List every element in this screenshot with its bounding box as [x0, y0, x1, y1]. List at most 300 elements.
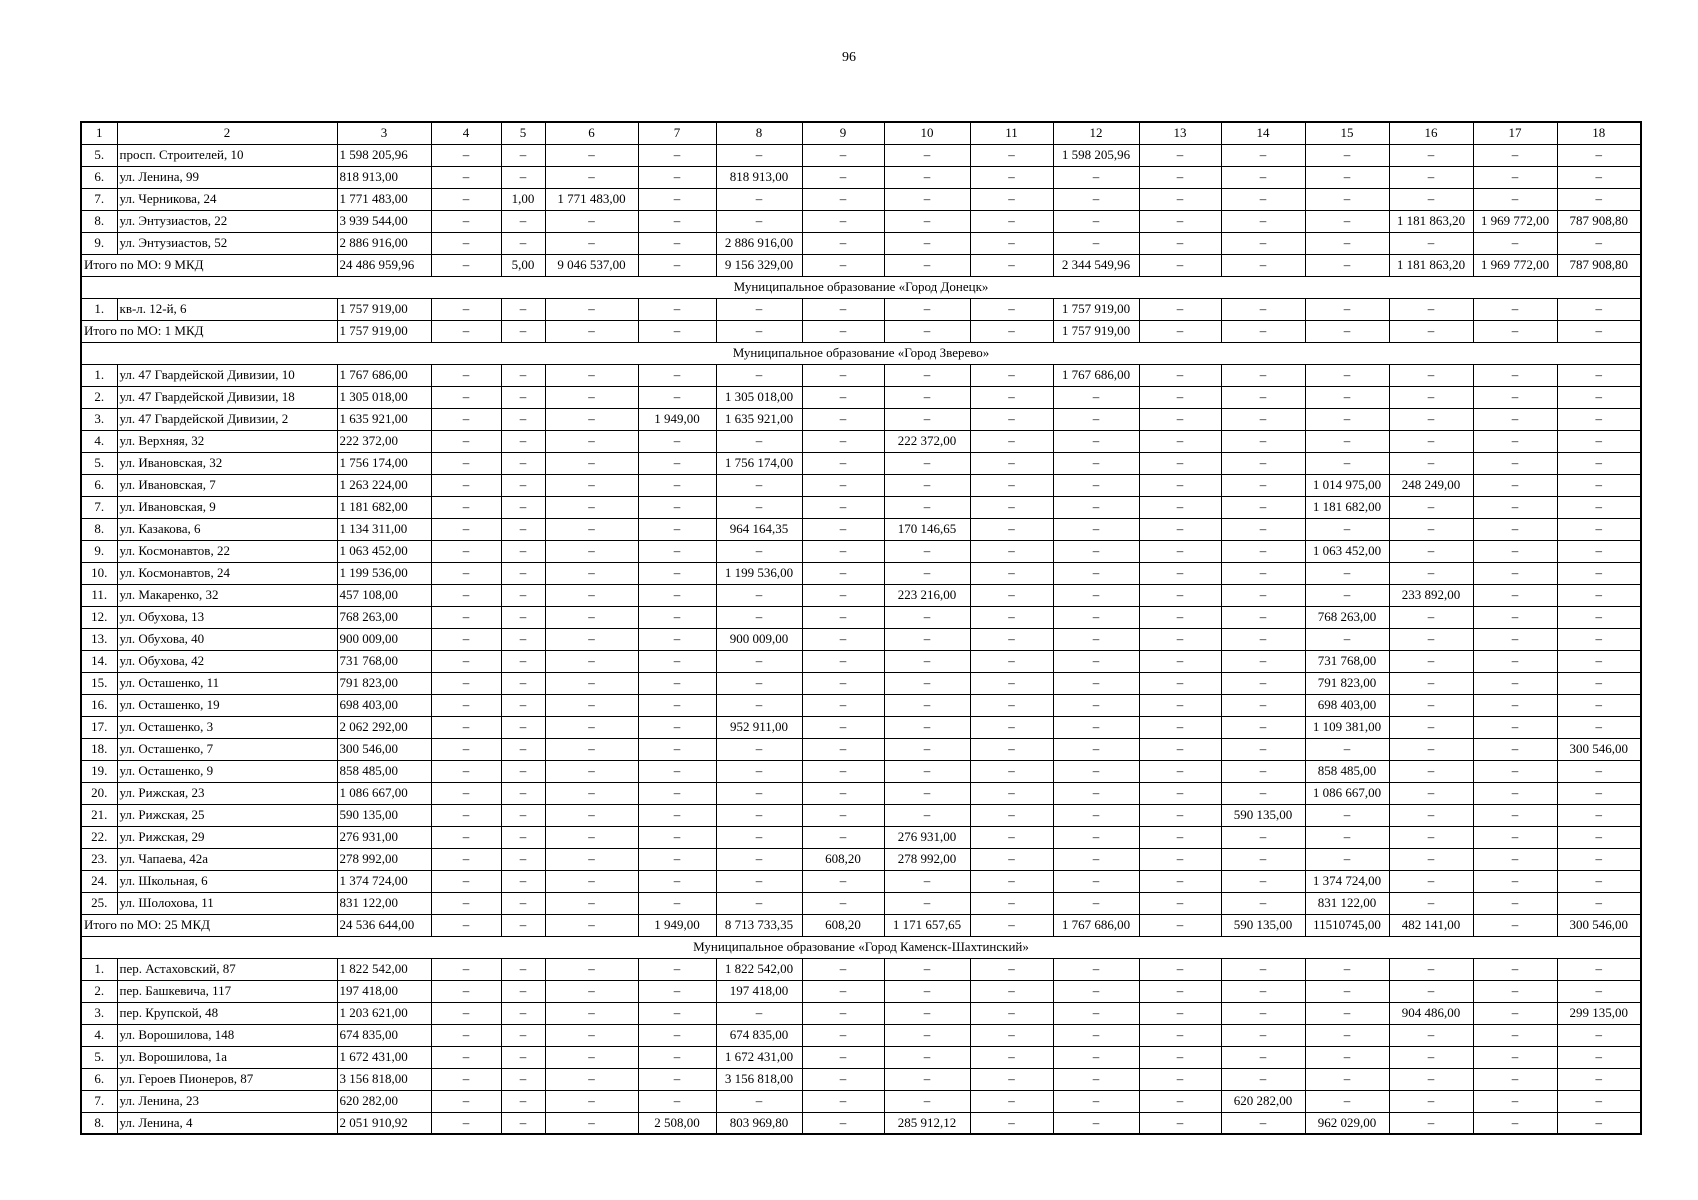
value-cell: – — [716, 1002, 802, 1024]
value-cell: – — [638, 166, 716, 188]
value-cell: – — [431, 782, 501, 804]
table-row — [81, 232, 1641, 254]
table-row — [81, 892, 1641, 914]
value-cell: 233 892,00 — [1389, 584, 1473, 606]
value-cell: – — [716, 650, 802, 672]
value-cell: – — [716, 474, 802, 496]
total-cell: – — [1557, 320, 1641, 342]
value-cell: – — [1139, 386, 1221, 408]
value-cell: – — [1139, 232, 1221, 254]
value-cell: 590 135,00 — [337, 804, 431, 826]
total-cell: 2 344 549,96 — [1053, 254, 1139, 276]
table-row — [81, 694, 1641, 716]
value-cell: – — [431, 1046, 501, 1068]
total-cell: 5,00 — [501, 254, 545, 276]
value-cell: – — [638, 650, 716, 672]
value-cell: – — [970, 716, 1053, 738]
value-cell: – — [1473, 760, 1557, 782]
value-cell: – — [1305, 232, 1389, 254]
total-cell: 24 536 644,00 — [337, 914, 431, 936]
value-cell: – — [716, 210, 802, 232]
row-number-cell: 21. — [81, 804, 117, 826]
total-row — [81, 254, 1641, 276]
value-cell: – — [1473, 606, 1557, 628]
table-row — [81, 210, 1641, 232]
value-cell: – — [1305, 1024, 1389, 1046]
value-cell: – — [638, 540, 716, 562]
value-cell: – — [501, 826, 545, 848]
value-cell: – — [716, 606, 802, 628]
value-cell: 1 181 682,00 — [1305, 496, 1389, 518]
row-number-cell: 17. — [81, 716, 117, 738]
value-cell: – — [1139, 738, 1221, 760]
value-cell: – — [638, 496, 716, 518]
value-cell: 791 823,00 — [1305, 672, 1389, 694]
value-cell: – — [1221, 1068, 1305, 1090]
row-number-cell: 20. — [81, 782, 117, 804]
value-cell: – — [431, 1112, 501, 1134]
value-cell: – — [501, 562, 545, 584]
value-cell: – — [884, 210, 970, 232]
value-cell: – — [1139, 166, 1221, 188]
value-cell: – — [638, 628, 716, 650]
value-cell: – — [884, 1002, 970, 1024]
address-cell: ул. Чапаева, 42а — [117, 848, 337, 870]
value-cell: – — [545, 1090, 638, 1112]
table-row — [81, 188, 1641, 210]
value-cell: – — [1389, 408, 1473, 430]
row-number-cell: 6. — [81, 166, 117, 188]
value-cell: – — [1221, 738, 1305, 760]
value-cell: – — [1557, 1024, 1641, 1046]
value-cell: – — [1139, 1046, 1221, 1068]
address-cell: ул. Осташенко, 7 — [117, 738, 337, 760]
value-cell: – — [1139, 826, 1221, 848]
table-row — [81, 870, 1641, 892]
address-cell: ул. Осташенко, 3 — [117, 716, 337, 738]
value-cell: – — [1389, 738, 1473, 760]
value-cell: – — [431, 188, 501, 210]
value-cell: – — [1221, 518, 1305, 540]
value-cell: – — [1305, 738, 1389, 760]
value-cell: – — [1139, 848, 1221, 870]
column-number-cell: 11 — [970, 122, 1053, 144]
value-cell: – — [970, 430, 1053, 452]
value-cell: – — [1305, 1090, 1389, 1112]
total-cell: – — [1221, 320, 1305, 342]
value-cell: – — [1221, 1024, 1305, 1046]
value-cell: – — [1473, 1024, 1557, 1046]
table-row — [81, 452, 1641, 474]
value-cell: – — [970, 584, 1053, 606]
section-title: Муниципальное образование «Город Донецк» — [81, 276, 1641, 298]
value-cell: 1 756 174,00 — [716, 452, 802, 474]
value-cell: – — [431, 452, 501, 474]
value-cell: – — [802, 232, 884, 254]
table-row — [81, 364, 1641, 386]
value-cell: 299 135,00 — [1557, 1002, 1641, 1024]
row-number-cell: 5. — [81, 1046, 117, 1068]
value-cell: – — [638, 1090, 716, 1112]
value-cell: – — [1389, 694, 1473, 716]
value-cell: – — [1139, 804, 1221, 826]
value-cell: – — [1053, 210, 1139, 232]
value-cell: – — [431, 210, 501, 232]
value-cell: – — [1053, 386, 1139, 408]
total-cell: – — [802, 254, 884, 276]
value-cell: 1 672 431,00 — [337, 1046, 431, 1068]
value-cell: – — [1557, 782, 1641, 804]
row-number-cell: 7. — [81, 188, 117, 210]
table-row — [81, 584, 1641, 606]
value-cell: 3 939 544,00 — [337, 210, 431, 232]
value-cell: 1 822 542,00 — [716, 958, 802, 980]
value-cell: – — [1389, 650, 1473, 672]
value-cell: – — [716, 188, 802, 210]
value-cell: – — [431, 826, 501, 848]
value-cell: – — [1139, 782, 1221, 804]
address-cell: ул. Рижская, 29 — [117, 826, 337, 848]
address-cell: ул. 47 Гвардейской Дивизии, 18 — [117, 386, 337, 408]
value-cell: – — [638, 694, 716, 716]
column-number-cell: 16 — [1389, 122, 1473, 144]
value-cell: – — [1389, 980, 1473, 1002]
address-cell: ул. Шолохова, 11 — [117, 892, 337, 914]
value-cell: – — [802, 1090, 884, 1112]
total-cell: – — [545, 914, 638, 936]
value-cell: – — [1557, 562, 1641, 584]
value-cell: – — [545, 870, 638, 892]
value-cell: – — [1389, 232, 1473, 254]
value-cell: – — [431, 628, 501, 650]
column-number-cell: 5 — [501, 122, 545, 144]
address-cell: ул. Ивановская, 7 — [117, 474, 337, 496]
row-number-cell: 14. — [81, 650, 117, 672]
address-cell: ул. Ивановская, 9 — [117, 496, 337, 518]
value-cell: – — [1473, 452, 1557, 474]
value-cell: – — [716, 804, 802, 826]
value-cell: – — [545, 628, 638, 650]
value-cell: – — [638, 958, 716, 980]
address-cell: ул. Энтузиастов, 52 — [117, 232, 337, 254]
value-cell: 731 768,00 — [337, 650, 431, 672]
address-cell: ул. Космонавтов, 22 — [117, 540, 337, 562]
value-cell: – — [1389, 496, 1473, 518]
total-cell: – — [884, 254, 970, 276]
value-cell: – — [638, 826, 716, 848]
value-cell: – — [501, 584, 545, 606]
value-cell: – — [1557, 496, 1641, 518]
value-cell: – — [970, 408, 1053, 430]
address-cell: ул. Обухова, 42 — [117, 650, 337, 672]
value-cell: – — [802, 188, 884, 210]
value-cell: – — [884, 716, 970, 738]
value-cell: – — [1557, 870, 1641, 892]
value-cell: – — [501, 694, 545, 716]
address-cell: ул. Верхняя, 32 — [117, 430, 337, 452]
table-row — [81, 298, 1641, 320]
value-cell: – — [716, 364, 802, 386]
total-cell: 9 156 329,00 — [716, 254, 802, 276]
table-row — [81, 1002, 1641, 1024]
value-cell: 278 992,00 — [337, 848, 431, 870]
value-cell: – — [884, 694, 970, 716]
value-cell: 457 108,00 — [337, 584, 431, 606]
value-cell: – — [501, 1112, 545, 1134]
value-cell: – — [970, 1112, 1053, 1134]
value-cell: – — [802, 364, 884, 386]
total-cell: – — [638, 254, 716, 276]
value-cell: – — [1139, 892, 1221, 914]
value-cell: – — [802, 430, 884, 452]
value-cell: – — [1053, 980, 1139, 1002]
value-cell: – — [501, 408, 545, 430]
value-cell: – — [545, 650, 638, 672]
value-cell: – — [1053, 804, 1139, 826]
value-cell: – — [638, 562, 716, 584]
value-cell: – — [1139, 980, 1221, 1002]
address-cell: пер. Астаховский, 87 — [117, 958, 337, 980]
value-cell: 1 181 682,00 — [337, 496, 431, 518]
value-cell: – — [1389, 1046, 1473, 1068]
value-cell: – — [970, 628, 1053, 650]
row-number-cell: 7. — [81, 1090, 117, 1112]
value-cell: – — [1557, 980, 1641, 1002]
value-cell: – — [501, 848, 545, 870]
row-number-cell: 24. — [81, 870, 117, 892]
value-cell: – — [431, 980, 501, 1002]
value-cell: – — [638, 870, 716, 892]
value-cell: – — [970, 496, 1053, 518]
value-cell: – — [802, 980, 884, 1002]
value-cell: – — [716, 584, 802, 606]
value-cell: – — [1557, 144, 1641, 166]
value-cell: – — [431, 496, 501, 518]
value-cell: – — [501, 716, 545, 738]
value-cell: – — [970, 848, 1053, 870]
value-cell: – — [1221, 386, 1305, 408]
address-cell: ул. Черникова, 24 — [117, 188, 337, 210]
table-row — [81, 496, 1641, 518]
value-cell: – — [1473, 562, 1557, 584]
value-cell: 1 109 381,00 — [1305, 716, 1389, 738]
value-cell: – — [638, 452, 716, 474]
value-cell: – — [1473, 430, 1557, 452]
address-cell: просп. Строителей, 10 — [117, 144, 337, 166]
value-cell: 620 282,00 — [1221, 1090, 1305, 1112]
value-cell: – — [1389, 848, 1473, 870]
row-number-cell: 16. — [81, 694, 117, 716]
value-cell: – — [884, 1090, 970, 1112]
value-cell: 300 546,00 — [337, 738, 431, 760]
total-label: Итого по МО: 9 МКД — [81, 254, 337, 276]
value-cell: – — [970, 364, 1053, 386]
value-cell: – — [884, 892, 970, 914]
value-cell: 698 403,00 — [1305, 694, 1389, 716]
value-cell: – — [1305, 826, 1389, 848]
value-cell: 674 835,00 — [716, 1024, 802, 1046]
total-cell: 1 757 919,00 — [1053, 320, 1139, 342]
table-row — [81, 386, 1641, 408]
table-row — [81, 980, 1641, 1002]
value-cell: – — [1557, 232, 1641, 254]
value-cell: – — [884, 804, 970, 826]
row-number-cell: 13. — [81, 628, 117, 650]
address-cell: ул. Обухова, 13 — [117, 606, 337, 628]
address-cell: ул. Ворошилова, 1а — [117, 1046, 337, 1068]
value-cell: – — [970, 474, 1053, 496]
value-cell: – — [545, 760, 638, 782]
value-cell: 831 122,00 — [1305, 892, 1389, 914]
value-cell: – — [1473, 672, 1557, 694]
value-cell: – — [501, 452, 545, 474]
value-cell: – — [545, 804, 638, 826]
value-cell: – — [1305, 364, 1389, 386]
value-cell: – — [1139, 1024, 1221, 1046]
row-number-cell: 5. — [81, 144, 117, 166]
value-cell: – — [1473, 144, 1557, 166]
value-cell: – — [638, 474, 716, 496]
total-cell: – — [716, 320, 802, 342]
value-cell: – — [431, 1068, 501, 1090]
value-cell: – — [1305, 298, 1389, 320]
value-cell: – — [802, 782, 884, 804]
value-cell: – — [1557, 606, 1641, 628]
row-number-cell: 15. — [81, 672, 117, 694]
value-cell: – — [638, 1024, 716, 1046]
value-cell: – — [1053, 848, 1139, 870]
value-cell: – — [638, 188, 716, 210]
value-cell: – — [1557, 166, 1641, 188]
address-cell: ул. Макаренко, 32 — [117, 584, 337, 606]
value-cell: – — [545, 826, 638, 848]
value-cell: 1 203 621,00 — [337, 1002, 431, 1024]
value-cell: – — [716, 892, 802, 914]
value-cell: – — [884, 364, 970, 386]
value-cell: – — [1053, 540, 1139, 562]
value-cell: – — [545, 958, 638, 980]
address-cell: ул. Ленина, 99 — [117, 166, 337, 188]
value-cell: – — [1139, 540, 1221, 562]
row-number-cell: 8. — [81, 1112, 117, 1134]
address-cell: ул. Героев Пионеров, 87 — [117, 1068, 337, 1090]
value-cell: – — [1557, 474, 1641, 496]
value-cell: – — [970, 452, 1053, 474]
value-cell: 818 913,00 — [716, 166, 802, 188]
value-cell: – — [1389, 804, 1473, 826]
total-cell: 24 486 959,96 — [337, 254, 431, 276]
value-cell: – — [1053, 408, 1139, 430]
value-cell: 904 486,00 — [1389, 1002, 1473, 1024]
value-cell: – — [802, 694, 884, 716]
value-cell: – — [1389, 870, 1473, 892]
value-cell: 300 546,00 — [1557, 738, 1641, 760]
value-cell: – — [545, 144, 638, 166]
value-cell: 2 062 292,00 — [337, 716, 431, 738]
value-cell: 223 216,00 — [884, 584, 970, 606]
value-cell: – — [884, 452, 970, 474]
value-cell: 1 305 018,00 — [337, 386, 431, 408]
value-cell: – — [1557, 826, 1641, 848]
value-cell: 964 164,35 — [716, 518, 802, 540]
value-cell: – — [1053, 452, 1139, 474]
row-number-cell: 10. — [81, 562, 117, 584]
value-cell: 1 635 921,00 — [716, 408, 802, 430]
total-cell: – — [884, 320, 970, 342]
value-cell: – — [802, 738, 884, 760]
value-cell: – — [802, 496, 884, 518]
value-cell: – — [802, 628, 884, 650]
value-cell: – — [431, 1090, 501, 1112]
value-cell: 1,00 — [501, 188, 545, 210]
value-cell: – — [431, 408, 501, 430]
value-cell: – — [1221, 430, 1305, 452]
value-cell: – — [545, 518, 638, 540]
value-cell: – — [1221, 166, 1305, 188]
value-cell: – — [1139, 958, 1221, 980]
address-cell: ул. Энтузиастов, 22 — [117, 210, 337, 232]
value-cell: – — [1305, 1068, 1389, 1090]
address-cell: ул. Космонавтов, 24 — [117, 562, 337, 584]
value-cell: – — [970, 760, 1053, 782]
value-cell: – — [545, 408, 638, 430]
value-cell: – — [431, 584, 501, 606]
value-cell: – — [1305, 188, 1389, 210]
value-cell: – — [1053, 760, 1139, 782]
total-cell: – — [970, 320, 1053, 342]
value-cell: – — [884, 144, 970, 166]
value-cell: – — [545, 1068, 638, 1090]
value-cell: – — [1473, 1090, 1557, 1112]
value-cell: – — [1473, 474, 1557, 496]
total-row — [81, 914, 1641, 936]
value-cell: – — [545, 1002, 638, 1024]
column-number-cell: 18 — [1557, 122, 1641, 144]
value-cell: 674 835,00 — [337, 1024, 431, 1046]
value-cell: 731 768,00 — [1305, 650, 1389, 672]
value-cell: – — [501, 958, 545, 980]
value-cell: – — [1139, 562, 1221, 584]
value-cell: – — [1139, 210, 1221, 232]
value-cell: – — [1221, 672, 1305, 694]
value-cell: – — [1305, 452, 1389, 474]
value-cell: 285 912,12 — [884, 1112, 970, 1134]
value-cell: – — [1473, 628, 1557, 650]
value-cell: – — [1305, 848, 1389, 870]
value-cell: – — [716, 496, 802, 518]
value-cell: – — [802, 804, 884, 826]
table-row — [81, 430, 1641, 452]
value-cell: – — [1473, 1002, 1557, 1024]
value-cell: – — [431, 650, 501, 672]
value-cell: – — [1557, 958, 1641, 980]
total-cell: – — [970, 914, 1053, 936]
value-cell: – — [802, 518, 884, 540]
value-cell: – — [1389, 518, 1473, 540]
address-cell: ул. Ленина, 4 — [117, 1112, 337, 1134]
value-cell: – — [1473, 496, 1557, 518]
value-cell: – — [1557, 650, 1641, 672]
total-label: Итого по МО: 1 МКД — [81, 320, 337, 342]
value-cell: – — [1389, 364, 1473, 386]
value-cell: – — [431, 606, 501, 628]
value-cell: – — [1557, 1068, 1641, 1090]
value-cell: – — [1221, 210, 1305, 232]
value-cell: – — [638, 1068, 716, 1090]
row-number-cell: 2. — [81, 980, 117, 1002]
column-number-cell: 9 — [802, 122, 884, 144]
value-cell: – — [802, 958, 884, 980]
